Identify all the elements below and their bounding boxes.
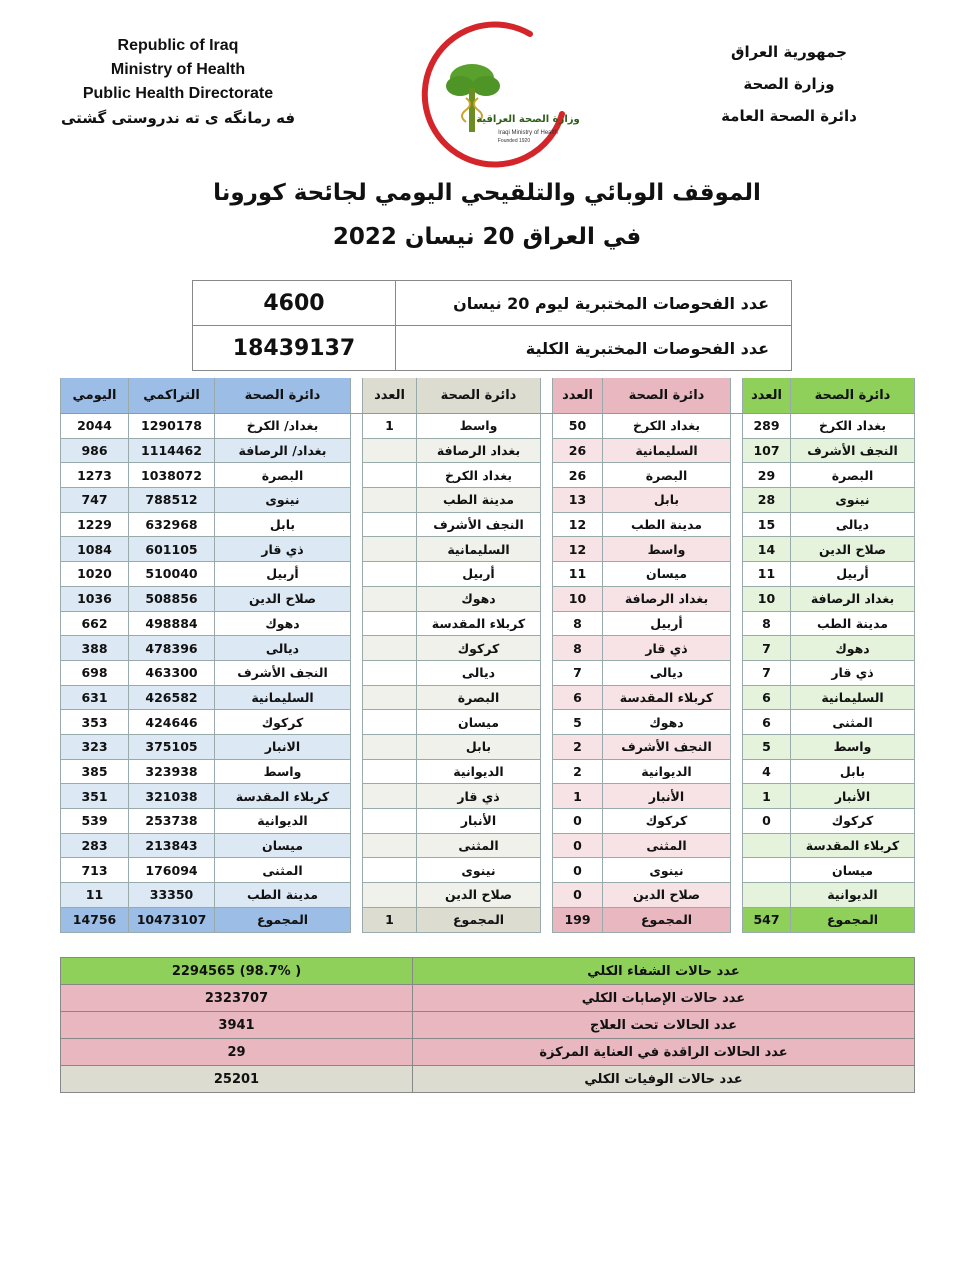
deaths-count-cell (363, 463, 417, 488)
deaths-count-cell: 1 (363, 414, 417, 439)
cases-count-cell: 6 (743, 685, 791, 710)
vacc-dept-cell: ميسان (215, 833, 351, 858)
summary-label: عدد حالات الوفيات الكلي (413, 1066, 915, 1093)
cases-dept-cell: بابل (791, 759, 915, 784)
cases-count-cell: 1 (743, 784, 791, 809)
cases-dept-cell: الأنبار (791, 784, 915, 809)
cases-count-cell: 0 (743, 809, 791, 834)
deaths-count-cell (363, 685, 417, 710)
lab-tests-daily-value: 4600 (193, 281, 396, 326)
vacc-daily-cell: 1020 (61, 562, 129, 587)
cases-dept-cell: مدينة الطب (791, 611, 915, 636)
vacc-cumulative-cell: 478396 (129, 636, 215, 661)
summary-row (61, 1012, 915, 1039)
total-cases: 547 (743, 907, 791, 932)
recovered-dept-cell: الأنبار (603, 784, 731, 809)
vacc-cumulative-cell: 213843 (129, 833, 215, 858)
cases-dept-cell: واسط (791, 734, 915, 759)
summary-value: 2294565 (98.7% ) (61, 958, 413, 985)
cases-count-cell: 5 (743, 734, 791, 759)
cases-count-cell (743, 858, 791, 883)
deaths-count-cell (363, 586, 417, 611)
cases-count-cell: 7 (743, 660, 791, 685)
page-subtitle: في العراق 20 نيسان 2022 (332, 224, 642, 250)
ministry-logo (410, 18, 580, 168)
recovered-dept-cell: نينوى (603, 858, 731, 883)
deaths-dept-cell: بغداد الرصافة (417, 438, 541, 463)
recovered-count-cell: 13 (553, 488, 603, 513)
logo-text-en: Iraqi Ministry of Health (498, 130, 558, 136)
cases-dept-cell: ديالى (791, 512, 915, 537)
cases-dept-cell: صلاح الدين (791, 537, 915, 562)
ministry-logo-icon (410, 18, 580, 168)
recovered-dept-cell: كركوك (603, 809, 731, 834)
vacc-cumulative-cell: 1038072 (129, 463, 215, 488)
vacc-cumulative-cell: 375105 (129, 734, 215, 759)
cases-count-cell: 289 (743, 414, 791, 439)
deaths-count-cell (363, 858, 417, 883)
cases-count-cell: 4 (743, 759, 791, 784)
col-header-vacc-dept: دائرة الصحة (215, 378, 351, 414)
recovered-count-cell: 26 (553, 438, 603, 463)
header-english (58, 34, 298, 130)
total-vacc-cumulative: 10473107 (129, 907, 215, 932)
vacc-dept-cell: نينوى (215, 488, 351, 513)
recovered-dept-cell: ديالى (603, 660, 731, 685)
deaths-count-cell (363, 562, 417, 587)
deaths-count-cell (363, 883, 417, 908)
lab-tests-daily-label: عدد الفحوصات المختبرية ليوم 20 نيسان (396, 281, 792, 326)
deaths-dept-cell: دهوك (417, 586, 541, 611)
vacc-cumulative-cell: 33350 (129, 883, 215, 908)
vacc-daily-cell: 11 (61, 883, 129, 908)
recovered-count-cell: 0 (553, 833, 603, 858)
recovered-count-cell: 0 (553, 858, 603, 883)
logo-text-founded: Founded 1920 (497, 138, 531, 144)
cases-dept-cell: ذي قار (791, 660, 915, 685)
deaths-dept-cell: المثنى (417, 833, 541, 858)
summary-table (60, 957, 915, 1093)
summary-row (61, 985, 915, 1012)
col-header-daily: اليومي (61, 378, 129, 414)
vacc-dept-cell: الديوانية (215, 809, 351, 834)
table-row (61, 636, 915, 661)
deaths-count-cell (363, 636, 417, 661)
vacc-cumulative-cell: 424646 (129, 710, 215, 735)
header-en-line: Ministry of Health (110, 61, 246, 78)
deaths-dept-cell: بابل (417, 734, 541, 759)
deaths-dept-cell: صلاح الدين (417, 883, 541, 908)
header-ar-line: جمهورية العراق (731, 43, 847, 61)
col-header-deaths-count: العدد (363, 378, 417, 414)
recovered-count-cell: 0 (553, 883, 603, 908)
vacc-dept-cell: دهوك (215, 611, 351, 636)
vacc-cumulative-cell: 510040 (129, 562, 215, 587)
vacc-cumulative-cell: 463300 (129, 660, 215, 685)
logo-text-ar: وزارة الصحة العراقية (476, 114, 580, 125)
recovered-dept-cell: النجف الأشرف (603, 734, 731, 759)
total-vacc-daily: 14756 (61, 907, 129, 932)
header-ar-line: دائرة الصحة العامة (721, 107, 857, 125)
deaths-count-cell (363, 734, 417, 759)
recovered-count-cell: 6 (553, 685, 603, 710)
vacc-daily-cell: 1036 (61, 586, 129, 611)
recovered-dept-cell: ميسان (603, 562, 731, 587)
summary-value: 2323707 (61, 985, 413, 1012)
vacc-cumulative-cell: 321038 (129, 784, 215, 809)
table-row (61, 685, 915, 710)
vacc-dept-cell: واسط (215, 759, 351, 784)
vacc-daily-cell: 747 (61, 488, 129, 513)
vacc-daily-cell: 2044 (61, 414, 129, 439)
deaths-dept-cell: بغداد الكرخ (417, 463, 541, 488)
cases-dept-cell: الديوانية (791, 883, 915, 908)
recovered-count-cell: 10 (553, 586, 603, 611)
vacc-dept-cell: بغداد/ الكرخ (215, 414, 351, 439)
vacc-dept-cell: بغداد/ الرصافة (215, 438, 351, 463)
cases-count-cell: 8 (743, 611, 791, 636)
vacc-daily-cell: 385 (61, 759, 129, 784)
recovered-count-cell: 8 (553, 611, 603, 636)
vacc-dept-cell: مدينة الطب (215, 883, 351, 908)
recovered-dept-cell: السليمانية (603, 438, 731, 463)
vacc-dept-cell: ذي قار (215, 537, 351, 562)
deaths-dept-cell: البصرة (417, 685, 541, 710)
vacc-dept-cell: المثنى (215, 858, 351, 883)
recovered-dept-cell: بابل (603, 488, 731, 513)
cases-count-cell: 7 (743, 636, 791, 661)
deaths-dept-cell: النجف الأشرف (417, 512, 541, 537)
deaths-dept-cell: الأنبار (417, 809, 541, 834)
vacc-daily-cell: 1084 (61, 537, 129, 562)
vacc-dept-cell: أربيل (215, 562, 351, 587)
deaths-dept-cell: نينوى (417, 858, 541, 883)
table-row (61, 710, 915, 735)
vacc-daily-cell: 986 (61, 438, 129, 463)
table-row (61, 537, 915, 562)
vacc-dept-cell: ديالى (215, 636, 351, 661)
cases-dept-cell: كربلاء المقدسة (791, 833, 915, 858)
cases-dept-cell: المثنى (791, 710, 915, 735)
deaths-dept-cell: ذي قار (417, 784, 541, 809)
governorates-table-body (61, 414, 915, 908)
summary-row (61, 1066, 915, 1093)
vacc-cumulative-cell: 1290178 (129, 414, 215, 439)
vacc-dept-cell: بابل (215, 512, 351, 537)
summary-label: عدد حالات الشفاء الكلي (413, 958, 915, 985)
deaths-dept-cell: ميسان (417, 710, 541, 735)
table-row (61, 784, 915, 809)
deaths-count-cell (363, 833, 417, 858)
summary-label: عدد الحالات الراقدة في العناية المركزة (413, 1039, 915, 1066)
vacc-dept-cell: البصرة (215, 463, 351, 488)
recovered-count-cell: 50 (553, 414, 603, 439)
recovered-dept-cell: بغداد الكرخ (603, 414, 731, 439)
summary-value: 25201 (61, 1066, 413, 1093)
vacc-cumulative-cell: 788512 (129, 488, 215, 513)
vacc-daily-cell: 1273 (61, 463, 129, 488)
recovered-count-cell: 12 (553, 512, 603, 537)
vacc-dept-cell: كربلاء المقدسة (215, 784, 351, 809)
recovered-dept-cell: الديوانية (603, 759, 731, 784)
summary-value: 29 (61, 1039, 413, 1066)
summary-label: عدد حالات الإصابات الكلي (413, 985, 915, 1012)
cases-count-cell (743, 833, 791, 858)
cases-count-cell: 29 (743, 463, 791, 488)
cases-count-cell: 14 (743, 537, 791, 562)
deaths-dept-cell: مدينة الطب (417, 488, 541, 513)
table-row (61, 438, 915, 463)
summary-row (61, 1039, 915, 1066)
deaths-count-cell (363, 537, 417, 562)
vacc-daily-cell: 698 (61, 660, 129, 685)
cases-dept-cell: النجف الأشرف (791, 438, 915, 463)
recovered-count-cell: 2 (553, 734, 603, 759)
vacc-dept-cell: النجف الأشرف (215, 660, 351, 685)
vacc-daily-cell: 353 (61, 710, 129, 735)
summary-label: عدد الحالات تحت العلاج (413, 1012, 915, 1039)
vacc-cumulative-cell: 253738 (129, 809, 215, 834)
vacc-cumulative-cell: 176094 (129, 858, 215, 883)
lab-tests-table (192, 280, 792, 371)
recovered-count-cell: 2 (553, 759, 603, 784)
recovered-count-cell: 12 (553, 537, 603, 562)
table-row (61, 858, 915, 883)
vacc-dept-cell: السليمانية (215, 685, 351, 710)
cases-dept-cell: البصرة (791, 463, 915, 488)
cases-count-cell: 11 (743, 562, 791, 587)
page-title: الموقف الوبائي والتلقيحي اليومي لجائحة كورونا (213, 180, 761, 206)
deaths-count-cell (363, 488, 417, 513)
recovered-count-cell: 1 (553, 784, 603, 809)
table-row (61, 463, 915, 488)
cases-count-cell: 15 (743, 512, 791, 537)
header-en-line: Public Health Directorate (82, 85, 274, 102)
table-row (61, 809, 915, 834)
deaths-dept-cell: واسط (417, 414, 541, 439)
table-row (61, 586, 915, 611)
recovered-dept-cell: كربلاء المقدسة (603, 685, 731, 710)
table-total-row (61, 907, 915, 932)
recovered-dept-cell: واسط (603, 537, 731, 562)
header-en-line: Republic of Iraq (117, 37, 239, 54)
header-kurdish-line: فه رمانگه ی ته ندروستی گشتی (60, 109, 296, 127)
lab-tests-total-value: 18439137 (193, 326, 396, 371)
col-header-cases-count: العدد (743, 378, 791, 414)
recovered-count-cell: 11 (553, 562, 603, 587)
deaths-count-cell (363, 784, 417, 809)
vacc-cumulative-cell: 601105 (129, 537, 215, 562)
cases-dept-cell: بغداد الرصافة (791, 586, 915, 611)
table-row (61, 488, 915, 513)
recovered-dept-cell: صلاح الدين (603, 883, 731, 908)
table-row (61, 611, 915, 636)
col-header-deaths-dept: دائرة الصحة (417, 378, 541, 414)
deaths-dept-cell: الديوانية (417, 759, 541, 784)
deaths-count-cell (363, 438, 417, 463)
total-label: المجموع (417, 907, 541, 932)
vacc-cumulative-cell: 508856 (129, 586, 215, 611)
deaths-count-cell (363, 710, 417, 735)
table-row (61, 883, 915, 908)
vacc-cumulative-cell: 632968 (129, 512, 215, 537)
summary-value: 3941 (61, 1012, 413, 1039)
col-header-cases-dept: دائرة الصحة (791, 378, 915, 414)
cases-count-cell: 107 (743, 438, 791, 463)
vacc-dept-cell: الانبار (215, 734, 351, 759)
total-label: المجموع (215, 907, 351, 932)
deaths-dept-cell: السليمانية (417, 537, 541, 562)
vacc-dept-cell: صلاح الدين (215, 586, 351, 611)
lab-tests-total-label: عدد الفحوصات المختبرية الكلية (396, 326, 792, 371)
header-ar-line: وزارة الصحة (743, 75, 835, 93)
governorates-table (60, 378, 915, 933)
cases-dept-cell: دهوك (791, 636, 915, 661)
recovered-count-cell: 26 (553, 463, 603, 488)
deaths-count-cell (363, 759, 417, 784)
recovered-count-cell: 7 (553, 660, 603, 685)
total-label: المجموع (603, 907, 731, 932)
vacc-daily-cell: 1229 (61, 512, 129, 537)
deaths-dept-cell: كركوك (417, 636, 541, 661)
table-row (61, 660, 915, 685)
lab-tests-row (193, 326, 792, 371)
cases-dept-cell: أربيل (791, 562, 915, 587)
vacc-cumulative-cell: 323938 (129, 759, 215, 784)
deaths-dept-cell: كربلاء المقدسة (417, 611, 541, 636)
recovered-dept-cell: بغداد الرصافة (603, 586, 731, 611)
vacc-daily-cell: 388 (61, 636, 129, 661)
cases-count-cell: 6 (743, 710, 791, 735)
vacc-dept-cell: كركوك (215, 710, 351, 735)
vacc-daily-cell: 539 (61, 809, 129, 834)
cases-dept-cell: كركوك (791, 809, 915, 834)
summary-row (61, 958, 915, 985)
deaths-dept-cell: أربيل (417, 562, 541, 587)
table-row (61, 833, 915, 858)
recovered-dept-cell: دهوك (603, 710, 731, 735)
vacc-daily-cell: 351 (61, 784, 129, 809)
recovered-dept-cell: ذي قار (603, 636, 731, 661)
vacc-daily-cell: 283 (61, 833, 129, 858)
col-header-recovered-count: العدد (553, 378, 603, 414)
cases-dept-cell: السليمانية (791, 685, 915, 710)
header-arabic (704, 36, 874, 132)
recovered-dept-cell: المثنى (603, 833, 731, 858)
table-row (61, 759, 915, 784)
col-header-recovered-dept: دائرة الصحة (603, 378, 731, 414)
vacc-daily-cell: 662 (61, 611, 129, 636)
recovered-count-cell: 8 (553, 636, 603, 661)
deaths-count-cell (363, 660, 417, 685)
col-header-cumulative: التراكمي (129, 378, 215, 414)
cases-dept-cell: ميسان (791, 858, 915, 883)
summary-table-body (61, 958, 915, 1093)
table-row (61, 414, 915, 439)
cases-count-cell (743, 883, 791, 908)
deaths-count-cell (363, 611, 417, 636)
recovered-dept-cell: البصرة (603, 463, 731, 488)
vacc-daily-cell: 713 (61, 858, 129, 883)
cases-count-cell: 10 (743, 586, 791, 611)
total-deaths: 1 (363, 907, 417, 932)
cases-dept-cell: نينوى (791, 488, 915, 513)
cases-count-cell: 28 (743, 488, 791, 513)
lab-tests-row (193, 281, 792, 326)
table-header-row (61, 378, 915, 414)
vacc-cumulative-cell: 1114462 (129, 438, 215, 463)
recovered-count-cell: 5 (553, 710, 603, 735)
total-recovered: 199 (553, 907, 603, 932)
vacc-cumulative-cell: 498884 (129, 611, 215, 636)
cases-dept-cell: بغداد الكرخ (791, 414, 915, 439)
table-row (61, 734, 915, 759)
deaths-dept-cell: ديالى (417, 660, 541, 685)
recovered-count-cell: 0 (553, 809, 603, 834)
table-row (61, 562, 915, 587)
recovered-dept-cell: أربيل (603, 611, 731, 636)
deaths-count-cell (363, 512, 417, 537)
table-row (61, 512, 915, 537)
vacc-daily-cell: 323 (61, 734, 129, 759)
vacc-cumulative-cell: 426582 (129, 685, 215, 710)
vacc-daily-cell: 631 (61, 685, 129, 710)
deaths-count-cell (363, 809, 417, 834)
total-label: المجموع (791, 907, 915, 932)
recovered-dept-cell: مدينة الطب (603, 512, 731, 537)
